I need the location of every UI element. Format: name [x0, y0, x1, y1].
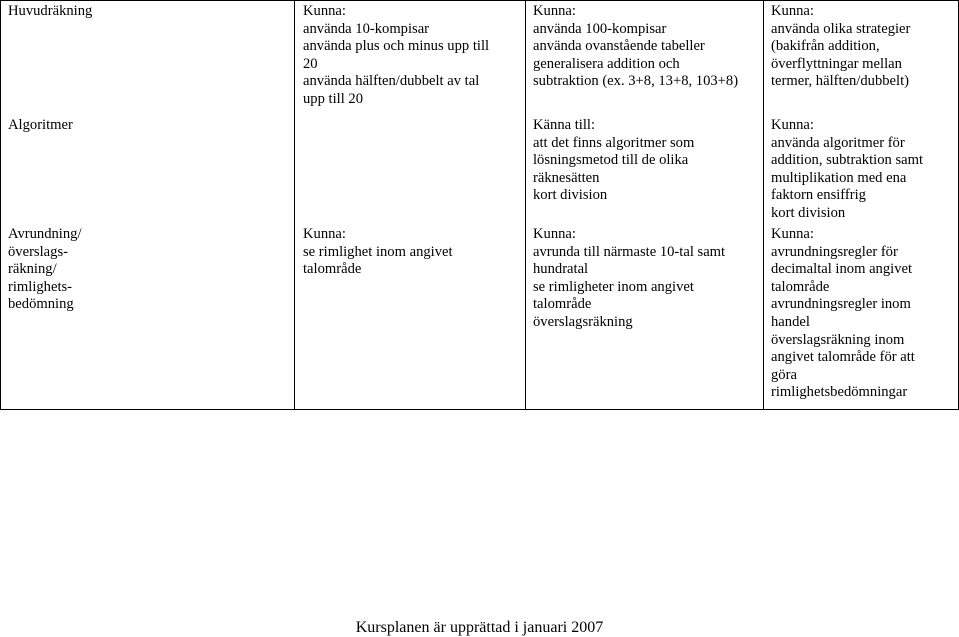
row-heading-avrundning: Avrundning/ överslags- räkning/ rimlighets- bedömning	[8, 226, 82, 313]
cell-huvudrakning-level-1: Kunna: använda 10-kompisar använda plus och minus upp till 20 använda hälften/dubbelt av tal upp till 20	[303, 3, 490, 107]
footer-note: Kursplanen är upprättad i januari 2007	[355, 619, 604, 636]
cell-avrundning-level-1: Kunna: se rimlighet inom angivet talområde	[303, 226, 453, 278]
row-heading-algoritmer: Algoritmer	[8, 117, 73, 133]
column-divider-3	[763, 0, 764, 410]
cell-huvudrakning-level-2: Kunna: använda 100-kompisar använda ovanstående tabeller generalisera addition och subtraktion (ex. 3+8, 13+8, 103+8)	[533, 3, 739, 90]
cell-algoritmer-level-3: Kunna: använda algoritmer för addition, subtraktion samt multiplikation med ena faktorn ensiffrig kort division	[771, 117, 924, 221]
cell-avrundning-level-3: Kunna: avrundningsregler för decimaltal inom angivet talområde avrundningsregler inom handel överslagsräkning inom angivet talområde för att göra rimlighetsbedömningar	[771, 226, 915, 401]
table-border-bottom	[0, 409, 959, 410]
column-divider-2	[525, 0, 526, 410]
cell-algoritmer-level-2: Känna till: att det finns algoritmer som lösningsmetod till de olika räknesätten kort division	[533, 117, 695, 204]
cell-avrundning-level-2: Kunna: avrunda till närmaste 10-tal samt hundratal se rimligheter inom angivet talområde överslagsräkning	[533, 226, 726, 330]
table-border-left	[0, 0, 1, 410]
column-divider-1	[294, 0, 295, 410]
table-border-top	[0, 0, 959, 1]
cell-huvudrakning-level-3: Kunna: använda olika strategier (bakifrån addition, överflyttningar mellan termer, hälften/dubbelt)	[771, 3, 911, 90]
row-heading-huvudrakning: Huvudräkning	[8, 3, 93, 19]
